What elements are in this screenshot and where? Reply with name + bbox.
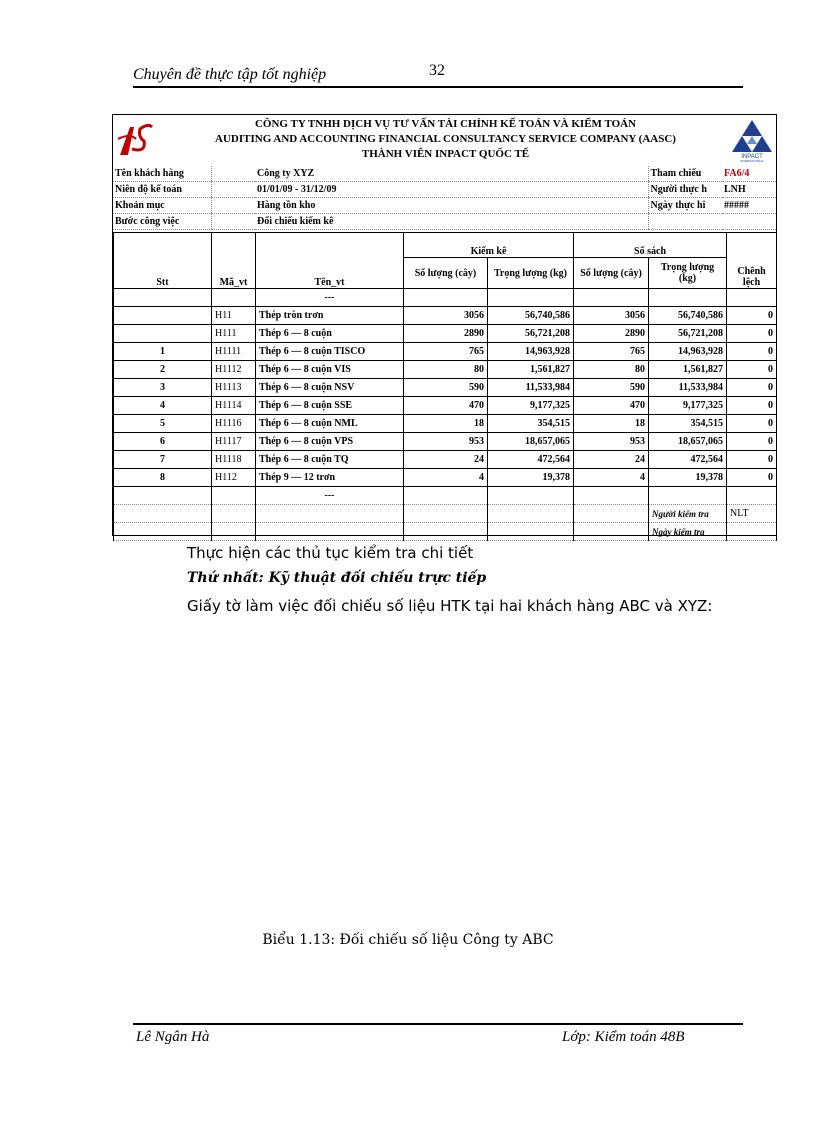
row-qty-books: 4 bbox=[574, 469, 649, 487]
body-line-1: Thực hiện các thủ tục kiểm tra chi tiết bbox=[187, 544, 474, 562]
row-diff: 0 bbox=[727, 469, 777, 487]
table-row bbox=[114, 325, 777, 343]
table-row bbox=[114, 361, 777, 379]
row-weight-books: 56,740,586 bbox=[649, 307, 727, 325]
row-code: H1114 bbox=[212, 397, 256, 415]
row-weight-count: 1,561,827 bbox=[488, 361, 574, 379]
aasc-logo-icon bbox=[116, 119, 154, 161]
col-qty-count: Số lượng (cây) bbox=[404, 258, 488, 289]
row-qty-count: 470 bbox=[404, 397, 488, 415]
row-code: H1113 bbox=[212, 379, 256, 397]
table-row bbox=[114, 469, 777, 487]
row-qty-books: 3056 bbox=[574, 307, 649, 325]
table-row bbox=[114, 415, 777, 433]
row-code: H1111 bbox=[212, 343, 256, 361]
step-label: Bước công việc bbox=[113, 214, 211, 230]
row-stt: 6 bbox=[114, 433, 212, 451]
row-name: Thép 9 — 12 trơn bbox=[256, 469, 404, 487]
row-weight-books: 9,177,325 bbox=[649, 397, 727, 415]
row-weight-count: 56,740,586 bbox=[488, 307, 574, 325]
table-row bbox=[114, 523, 777, 541]
row-qty-books: 470 bbox=[574, 397, 649, 415]
col-code: Mã_vt bbox=[212, 233, 256, 289]
row-diff: 0 bbox=[727, 379, 777, 397]
doer-value: LNH bbox=[722, 182, 776, 198]
col-diff: Chênh lệch bbox=[727, 233, 777, 289]
date-label: Ngày thực hi bbox=[648, 198, 722, 214]
row-stt: 4 bbox=[114, 397, 212, 415]
company-name-vi: CÔNG TY TNHH DỊCH VỤ TƯ VẤN TÀI CHÍNH KẾ TOÁN VÀ KIỂM TOÁN bbox=[254, 118, 637, 130]
row-qty-count: 3056 bbox=[404, 307, 488, 325]
row-stt: 8 bbox=[114, 469, 212, 487]
row-qty-books: 590 bbox=[574, 379, 649, 397]
ellipsis-bottom: --- bbox=[256, 487, 404, 505]
table-row bbox=[114, 307, 777, 325]
page-header bbox=[133, 60, 743, 88]
row-weight-count: 9,177,325 bbox=[488, 397, 574, 415]
table-row bbox=[114, 343, 777, 361]
row-qty-books: 2890 bbox=[574, 325, 649, 343]
row-stt bbox=[114, 325, 212, 343]
row-qty-books: 24 bbox=[574, 451, 649, 469]
row-qty-count: 80 bbox=[404, 361, 488, 379]
inpact-logo-text: INPACT bbox=[741, 154, 763, 160]
audit-worksheet bbox=[112, 114, 777, 536]
checker-label: Người kiểm tra bbox=[649, 505, 727, 523]
row-diff: 0 bbox=[727, 325, 777, 343]
checker-value: NLT bbox=[727, 505, 777, 523]
row-name: Thép 6 — 8 cuộn TQ bbox=[256, 451, 404, 469]
table-row bbox=[114, 433, 777, 451]
row-qty-count: 590 bbox=[404, 379, 488, 397]
company-name-en: AUDITING AND ACCOUNTING FINANCIAL CONSULTANCY SERVICE COMPANY (AASC) bbox=[215, 133, 676, 145]
row-weight-count: 472,564 bbox=[488, 451, 574, 469]
row-weight-books: 472,564 bbox=[649, 451, 727, 469]
table-row bbox=[114, 451, 777, 469]
row-code: H111 bbox=[212, 325, 256, 343]
row-qty-count: 953 bbox=[404, 433, 488, 451]
col-weight-count: Trọng lượng (kg) bbox=[488, 258, 574, 289]
row-weight-count: 14,963,928 bbox=[488, 343, 574, 361]
item-label: Khoản mục bbox=[113, 198, 211, 214]
row-qty-count: 765 bbox=[404, 343, 488, 361]
company-heading bbox=[163, 117, 728, 162]
footer-author: Lê Ngân Hà bbox=[136, 1029, 210, 1045]
inpact-logo-sub: INTERNATIONAL bbox=[740, 159, 764, 162]
row-qty-books: 18 bbox=[574, 415, 649, 433]
row-code: H112 bbox=[212, 469, 256, 487]
col-count-group: Kiểm kê bbox=[404, 233, 574, 258]
row-diff: 0 bbox=[727, 361, 777, 379]
row-stt bbox=[114, 307, 212, 325]
client-value: Công ty XYZ bbox=[255, 166, 648, 182]
row-diff: 0 bbox=[727, 415, 777, 433]
row-diff: 0 bbox=[727, 451, 777, 469]
row-weight-books: 56,721,208 bbox=[649, 325, 727, 343]
row-qty-books: 953 bbox=[574, 433, 649, 451]
row-stt: 3 bbox=[114, 379, 212, 397]
table-row bbox=[114, 505, 777, 523]
figure-caption: Biểu 1.13: Đối chiếu số liệu Công ty ABC bbox=[262, 932, 554, 948]
body-line-3: Giấy tờ làm việc đối chiếu số liệu HTK tại hai khách hàng ABC và XYZ: bbox=[187, 597, 713, 615]
col-stt: Stt bbox=[114, 233, 212, 289]
row-code: H11 bbox=[212, 307, 256, 325]
table-row bbox=[114, 487, 777, 505]
ref-label: Tham chiếu bbox=[648, 166, 722, 182]
row-name: Thép 6 — 8 cuộn SSE bbox=[256, 397, 404, 415]
col-name: Tên_vt bbox=[256, 233, 404, 289]
row-diff: 0 bbox=[727, 397, 777, 415]
row-diff: 0 bbox=[727, 433, 777, 451]
row-name: Thép 6 — 8 cuộn NML bbox=[256, 415, 404, 433]
row-diff: 0 bbox=[727, 343, 777, 361]
row-weight-books: 18,657,065 bbox=[649, 433, 727, 451]
row-name: Thép 6 — 8 cuộn VPS bbox=[256, 433, 404, 451]
row-name: Thép 6 — 8 cuộn VIS bbox=[256, 361, 404, 379]
row-weight-count: 56,721,208 bbox=[488, 325, 574, 343]
row-qty-books: 80 bbox=[574, 361, 649, 379]
period-label: Niên độ kế toán bbox=[113, 182, 211, 198]
row-weight-books: 14,963,928 bbox=[649, 343, 727, 361]
row-code: H1117 bbox=[212, 433, 256, 451]
row-weight-books: 1,561,827 bbox=[649, 361, 727, 379]
row-code: H1118 bbox=[212, 451, 256, 469]
item-value: Hàng tồn kho bbox=[255, 198, 648, 214]
date-value: ##### bbox=[722, 198, 776, 214]
client-label: Tên khách hàng bbox=[113, 166, 211, 182]
row-name: Thép tròn trơn bbox=[256, 307, 404, 325]
row-code: H1116 bbox=[212, 415, 256, 433]
page-number: 32 bbox=[429, 62, 445, 79]
row-stt: 7 bbox=[114, 451, 212, 469]
row-weight-count: 354,515 bbox=[488, 415, 574, 433]
row-qty-count: 2890 bbox=[404, 325, 488, 343]
row-qty-count: 18 bbox=[404, 415, 488, 433]
row-weight-books: 19,378 bbox=[649, 469, 727, 487]
row-stt: 5 bbox=[114, 415, 212, 433]
row-stt: 2 bbox=[114, 361, 212, 379]
row-name: Thép 6 — 8 cuộn NSV bbox=[256, 379, 404, 397]
company-member: THÀNH VIÊN INPACT QUỐC TẾ bbox=[361, 148, 530, 160]
ref-value: FA6/4 bbox=[722, 166, 776, 182]
row-qty-books: 765 bbox=[574, 343, 649, 361]
col-weight-books: Trọng lượng (kg) bbox=[649, 258, 727, 289]
col-books-group: Sổ sách bbox=[574, 233, 727, 258]
row-qty-count: 24 bbox=[404, 451, 488, 469]
footer-class: Lớp: Kiểm toán 48B bbox=[562, 1029, 685, 1045]
footer-rule bbox=[133, 1023, 743, 1025]
doer-label: Người thực h bbox=[648, 182, 722, 198]
row-weight-books: 11,533,984 bbox=[649, 379, 727, 397]
row-weight-count: 11,533,984 bbox=[488, 379, 574, 397]
row-name: Thép 6 — 8 cuộn bbox=[256, 325, 404, 343]
inpact-logo-icon bbox=[732, 118, 772, 162]
row-weight-count: 18,657,065 bbox=[488, 433, 574, 451]
header-rule bbox=[133, 86, 743, 88]
header-title: Chuyên đề thực tập tốt nghiệp bbox=[133, 66, 327, 83]
row-diff: 0 bbox=[727, 307, 777, 325]
col-qty-books: Số lượng (cây) bbox=[574, 258, 649, 289]
row-qty-count: 4 bbox=[404, 469, 488, 487]
period-value: 01/01/09 - 31/12/09 bbox=[255, 182, 648, 198]
check-date-label: Ngày kiểm tra bbox=[649, 523, 727, 541]
row-name: Thép 6 — 8 cuộn TISCO bbox=[256, 343, 404, 361]
table-row bbox=[114, 379, 777, 397]
info-block bbox=[113, 166, 776, 230]
body-line-2: Thứ nhất: Kỹ thuật đối chiếu trực tiếp bbox=[187, 570, 487, 586]
row-stt: 1 bbox=[114, 343, 212, 361]
row-weight-books: 354,515 bbox=[649, 415, 727, 433]
inventory-table bbox=[113, 232, 777, 541]
row-weight-count: 19,378 bbox=[488, 469, 574, 487]
step-value: Đối chiếu kiểm kê bbox=[255, 214, 648, 230]
ellipsis-top: --- bbox=[256, 289, 404, 307]
table-row bbox=[114, 397, 777, 415]
row-code: H1112 bbox=[212, 361, 256, 379]
